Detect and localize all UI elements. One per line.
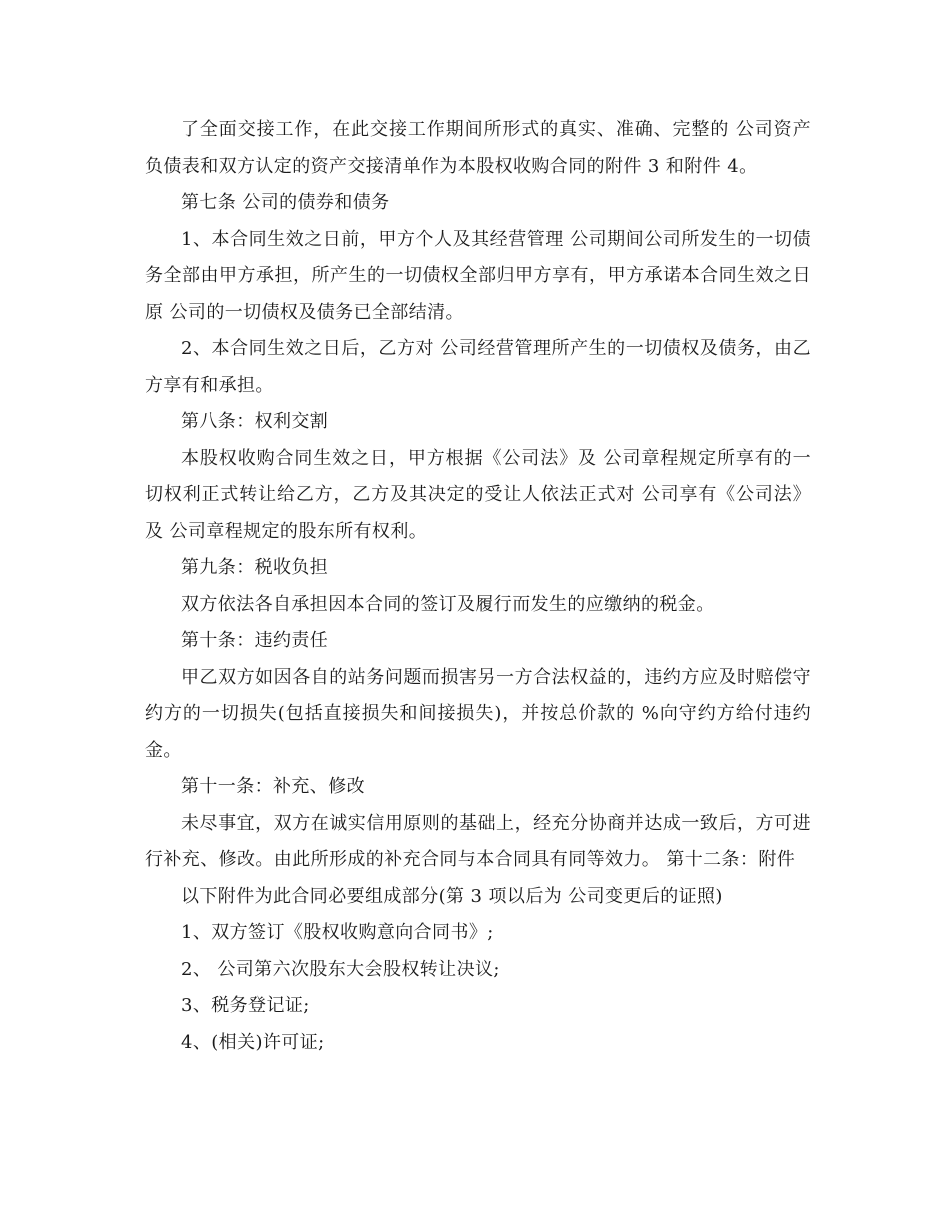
paragraph-article-10: 甲乙双方如因各自的站务问题而损害另一方合法权益的，违约方应及时赔偿守约方的一切损失(包括直接损失和间接损失)，并按总价款的 %向守约方给付违约金。 xyxy=(145,666,811,761)
list-item-attachment-3: 3、税务登记证; xyxy=(181,995,310,1016)
heading-article-8: 第八条：权利交割 xyxy=(181,411,329,432)
list-item-attachment-4: 4、(相关)许可证; xyxy=(181,1031,325,1053)
paragraph-article-9: 双方依法各自承担因本合同的签订及履行而发生的应缴纳的税金。 xyxy=(181,593,715,615)
heading-article-10: 第十条：违约责任 xyxy=(181,630,329,651)
heading-article-11: 第十一条：补充、修改 xyxy=(181,776,365,797)
list-item-attachment-1: 1、双方签订《股权收购意向合同书》; xyxy=(181,922,494,943)
paragraph-article-7-item-1: 1、本合同生效之日前，甲方个人及其经营管理 公司期间公司所发生的一切债务全部由甲方承担，所产生的一切债权全部归甲方享有，甲方承诺本合同生效之日原 公司的一切债权及债务已全部结清。 xyxy=(145,228,811,323)
list-item-attachment-2: 2、 公司第六次股东大会股权转让决议; xyxy=(181,958,500,980)
heading-article-7: 第七条 公司的债券和债务 xyxy=(181,192,390,213)
paragraph-article-7-item-2: 2、本合同生效之日后，乙方对 公司经营管理所产生的一切债权及债务，由乙方享有和承担。 xyxy=(145,338,811,396)
paragraph-handover: 了全面交接工作，在此交接工作期间所形式的真实、准确、完整的 公司资产负债表和双方认定的资产交接清单作为本股权收购合同的附件 3 和附件 4。 xyxy=(145,119,811,177)
paragraph-article-8: 本股权收购合同生效之日，甲方根据《公司法》及 公司章程规定所享有的一切权利正式转让给乙方，乙方及其决定的受让人依法正式对 公司享有《公司法》及 公司章程规定的股东所有权利。 xyxy=(145,447,811,542)
paragraph-attachments-intro: 以下附件为此合同必要组成部分(第 3 项以后为 公司变更后的证照) xyxy=(181,885,723,907)
heading-article-9: 第九条：税收负担 xyxy=(181,557,329,578)
paragraph-article-11: 未尽事宜，双方在诚实信用原则的基础上，经充分协商并达成一致后，方可进行补充、修改。由此所形成的补充合同与本合同具有同等效力。 第十二条：附件 xyxy=(145,812,811,870)
document-body xyxy=(145,112,811,1061)
